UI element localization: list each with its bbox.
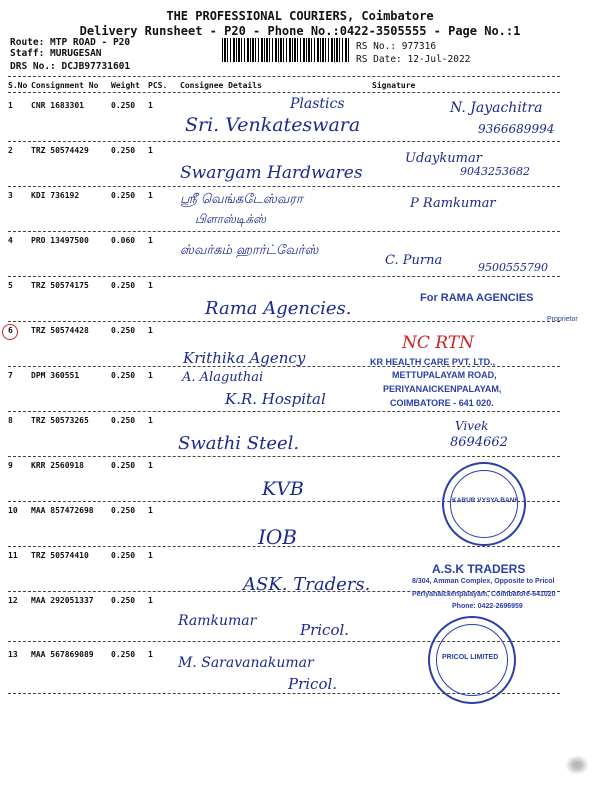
row-pcs: 1 bbox=[148, 551, 153, 560]
row-consignee: Rama Agencies. bbox=[205, 298, 352, 319]
table-row bbox=[0, 141, 600, 185]
row-pcs: 1 bbox=[148, 416, 153, 425]
col-header-sno: S.No bbox=[8, 81, 28, 90]
row-consignment: TRZ 50574428 bbox=[31, 326, 89, 335]
row-weight: 0.250 bbox=[111, 371, 136, 380]
row-pcs: 1 bbox=[148, 506, 153, 515]
rs-number: RS No.: 977316 bbox=[356, 41, 437, 52]
row-signature: C. Purna bbox=[385, 253, 443, 268]
row-consignment: MAA 292051337 bbox=[31, 596, 94, 605]
company-title: THE PROFESSIONAL COURIERS, Coimbatore bbox=[166, 9, 434, 23]
row-sno: 6 bbox=[8, 326, 13, 335]
row-weight: 0.250 bbox=[111, 506, 136, 515]
row-consignee: KVB bbox=[262, 478, 304, 500]
row-sno: 2 bbox=[8, 146, 13, 155]
col-header-consignment: Consignment No bbox=[31, 81, 99, 90]
table-row bbox=[0, 321, 600, 365]
row-signature: Vivek bbox=[455, 419, 489, 433]
stamp-ask-traders-phone: Phone: 0422-2696959 bbox=[452, 603, 523, 610]
row-signature: N. Jayachitra bbox=[450, 100, 543, 116]
row-consignee: Swathi Steel. bbox=[178, 433, 300, 454]
row-consignment: MAA 567869089 bbox=[31, 650, 94, 659]
table-row bbox=[0, 276, 600, 323]
row-consignment: TRZ 50574429 bbox=[31, 146, 89, 155]
row-sno: 9 bbox=[8, 461, 13, 470]
row-sno: 5 bbox=[8, 281, 13, 290]
row-phone: 9043253682 bbox=[460, 165, 530, 178]
row-sno: 12 bbox=[8, 596, 18, 605]
stamp-ask-traders-name: A.S.K TRADERS bbox=[432, 562, 526, 576]
divider bbox=[8, 92, 560, 93]
row-consignment: KRR 2560918 bbox=[31, 461, 84, 470]
stamp-ask-traders-address: 8/304, Amman Complex, Opposite to Pricol bbox=[412, 578, 555, 585]
row-consignee: Sri. Venkateswara bbox=[185, 114, 361, 136]
row-note: பிளாஸ்டிக்ஸ் bbox=[195, 212, 267, 226]
row-sno: 10 bbox=[8, 506, 18, 515]
row-weight: 0.250 bbox=[111, 461, 136, 470]
row-consignment: TRZ 50573265 bbox=[31, 416, 89, 425]
row-pcs: 1 bbox=[148, 101, 153, 110]
row-weight: 0.250 bbox=[111, 326, 136, 335]
row-consignee: K.R. Hospital bbox=[225, 390, 326, 408]
table-row bbox=[0, 366, 600, 410]
row-sno: 8 bbox=[8, 416, 13, 425]
row-pcs: 1 bbox=[148, 146, 153, 155]
table-row bbox=[0, 591, 600, 639]
stamp-ask-traders-city: Periyanaickenpalayam, Coimbatore-641020 bbox=[412, 591, 556, 598]
row-weight: 0.250 bbox=[111, 650, 136, 659]
stamp-kr-health-line2: METTUPALAYAM ROAD, bbox=[392, 370, 497, 380]
row-pcs: 1 bbox=[148, 191, 153, 200]
row-sno: 13 bbox=[8, 650, 18, 659]
row-consignee: IOB bbox=[258, 525, 297, 549]
row-note: Pricol. bbox=[300, 621, 350, 639]
row-pcs: 1 bbox=[148, 650, 153, 659]
row-pcs: 1 bbox=[148, 326, 153, 335]
stamp-rama-proprietor: Proprietor bbox=[547, 316, 578, 323]
row-weight: 0.250 bbox=[111, 416, 136, 425]
row-consignee: ASK. Traders. bbox=[243, 574, 371, 595]
row-sno: 4 bbox=[8, 236, 13, 245]
row-note: A. Alaguthai bbox=[182, 370, 264, 385]
row-consignee: ஸ்வர்கம் ஹார்ட்வேர்ஸ் bbox=[180, 243, 319, 258]
row-consignee: Krithika Agency bbox=[183, 349, 306, 367]
row-weight: 0.060 bbox=[111, 236, 136, 245]
scan-smudge bbox=[565, 755, 589, 775]
stamp-kr-health-line4: COIMBATORE - 641 020. bbox=[390, 398, 494, 408]
route-label: Route: MTP ROAD - P20 bbox=[10, 37, 131, 48]
seal-text: PRICOL LIMITED bbox=[442, 654, 499, 661]
col-header-signature: Signature bbox=[372, 81, 416, 90]
row-pcs: 1 bbox=[148, 596, 153, 605]
row-weight: 0.250 bbox=[111, 281, 136, 290]
divider bbox=[8, 76, 560, 77]
row-consignment: TRZ 50574410 bbox=[31, 551, 89, 560]
row-note: Pricol. bbox=[288, 675, 338, 693]
table-row bbox=[0, 411, 600, 455]
row-signature: Udaykumar bbox=[405, 151, 482, 166]
seal-text: KARUR VYSYA BANK bbox=[452, 497, 520, 504]
row-note: Plastics bbox=[290, 96, 345, 112]
col-header-consignee: Consignee Details bbox=[180, 81, 262, 90]
row-consignee: ஸ்ரீ வெங்கடேஸ்வரா bbox=[180, 192, 303, 207]
row-consignment: DPM 360551 bbox=[31, 371, 80, 380]
row-signature: P Ramkumar bbox=[410, 196, 496, 211]
row-weight: 0.250 bbox=[111, 551, 136, 560]
table-row bbox=[0, 186, 600, 230]
row-consignment: CNR 1683301 bbox=[31, 101, 84, 110]
row-phone: 8694662 bbox=[450, 435, 508, 450]
table-row bbox=[0, 96, 600, 140]
row-pcs: 1 bbox=[148, 281, 153, 290]
row-consignment: TRZ 50574175 bbox=[31, 281, 89, 290]
stamp-rama-agencies: For RAMA AGENCIES bbox=[420, 292, 534, 304]
staff-label: Staff: MURUGESAN bbox=[10, 48, 102, 59]
stamp-kr-health-line1: KR HEALTH CARE PVT. LTD., bbox=[370, 357, 496, 367]
row-sno: 1 bbox=[8, 101, 13, 110]
table-row bbox=[0, 231, 600, 275]
barcode bbox=[222, 38, 350, 62]
row-weight: 0.250 bbox=[111, 101, 136, 110]
runsheet-subtitle: Delivery Runsheet - P20 - Phone No.:0422-3505555 - Page No.:1 bbox=[79, 24, 521, 38]
row-signature: NC RTN bbox=[402, 333, 475, 353]
row-consignee: M. Saravanakumar bbox=[178, 655, 314, 671]
row-pcs: 1 bbox=[148, 371, 153, 380]
row-phone: 9500555790 bbox=[478, 261, 548, 274]
row-consignee: Ramkumar bbox=[178, 613, 257, 629]
stamp-kr-health-line3: PERIYANAICKENPALAYAM, bbox=[383, 384, 502, 394]
row-consignment: PRO 13497500 bbox=[31, 236, 89, 245]
row-consignment: MAA 857472698 bbox=[31, 506, 94, 515]
drs-number: DRS No.: DCJB97731601 bbox=[10, 61, 131, 72]
col-header-pcs: PCS. bbox=[148, 81, 168, 90]
row-weight: 0.250 bbox=[111, 191, 136, 200]
row-consignment: KDI 736192 bbox=[31, 191, 80, 200]
col-header-weight: Weight bbox=[111, 81, 140, 90]
rs-date: RS Date: 12-Jul-2022 bbox=[356, 54, 471, 65]
row-sno: 11 bbox=[8, 551, 18, 560]
row-consignee: Swargam Hardwares bbox=[180, 163, 363, 183]
row-pcs: 1 bbox=[148, 461, 153, 470]
row-phone: 9366689994 bbox=[478, 122, 555, 136]
row-pcs: 1 bbox=[148, 236, 153, 245]
row-weight: 0.250 bbox=[111, 596, 136, 605]
row-sno: 7 bbox=[8, 371, 13, 380]
karur-vysya-bank-seal bbox=[442, 462, 526, 546]
pricol-limited-seal bbox=[428, 616, 516, 704]
row-weight: 0.250 bbox=[111, 146, 136, 155]
row-sno: 3 bbox=[8, 191, 13, 200]
